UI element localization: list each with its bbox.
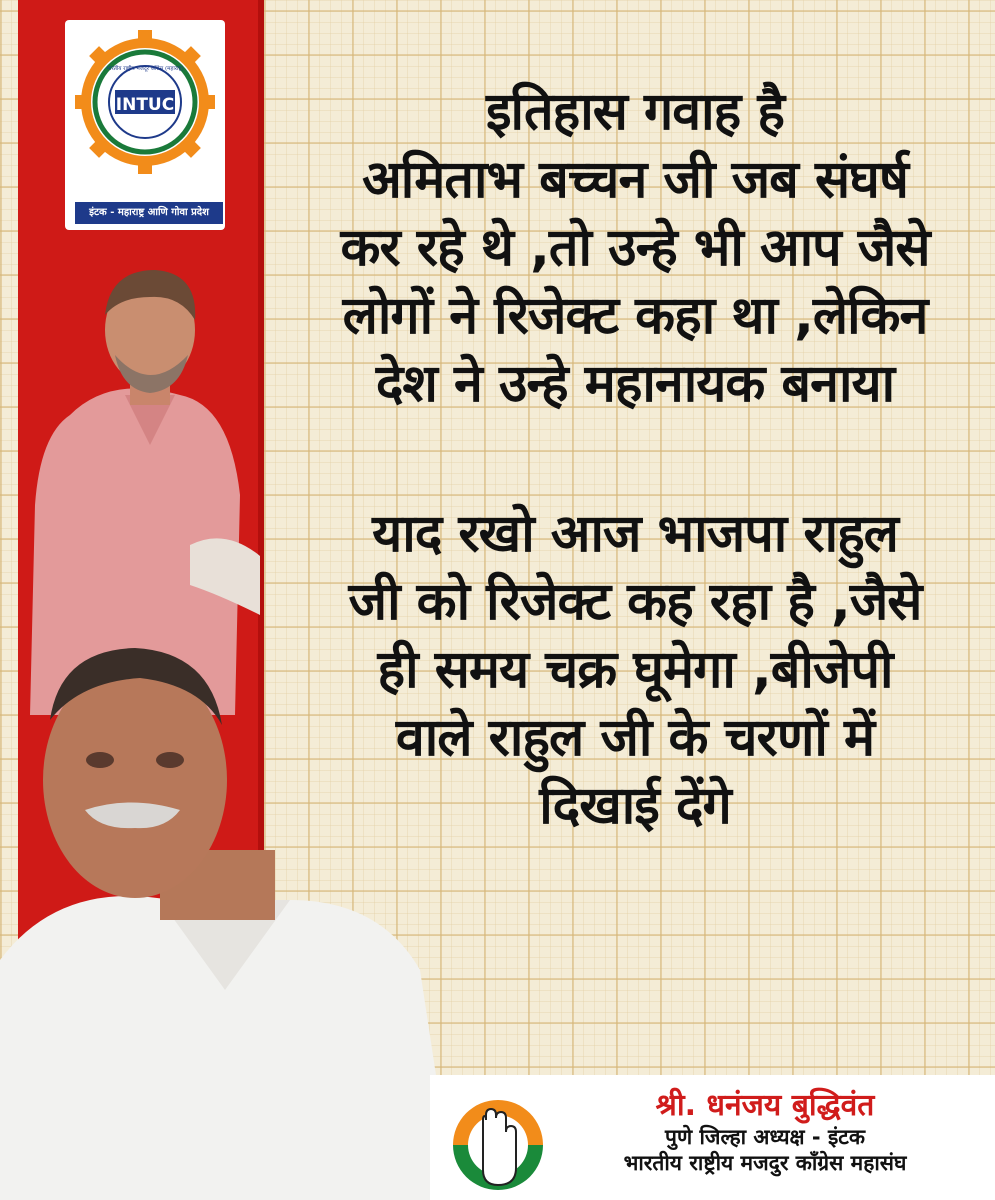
quote-line: याद रखो आज भाजपा राहुल	[372, 504, 898, 564]
quote-line: लोगों ने रिजेक्ट कहा था ,लेकिन	[342, 286, 928, 346]
intuc-logo-card	[65, 20, 225, 230]
quote-line: इतिहास गवाह है	[486, 82, 784, 142]
intuc-caption: इंटक - महाराष्ट्र आणि गोवा प्रदेश	[75, 202, 223, 224]
quote-line: ही समय चक्र घूमेगा ,बीजेपी	[377, 640, 893, 700]
quote-line: वाले राहुल जी के चरणों में	[395, 708, 875, 768]
congress-hand-logo	[448, 1090, 548, 1200]
quote-line: दिखाई देंगे	[539, 776, 731, 836]
quote-line: कर रहे थे ,तो उन्हे भी आप जैसे	[340, 218, 930, 278]
quote-line: जी को रिजेक्ट कह रहा है ,जैसे	[348, 572, 922, 632]
quote-line: देश ने उन्हे महानायक बनाया	[375, 354, 895, 414]
signatory-organization: भारतीय राष्ट्रीय मजदुर कॉंग्रेस महासंघ	[623, 1151, 907, 1175]
intuc-ring-text: भारतीय राष्ट्रीय मजदूर काँग्रेस (महाराष्ट्र)	[106, 66, 184, 72]
signature-block	[555, 1088, 975, 1176]
quote-text-block	[290, 78, 980, 840]
quote-line: अमिताभ बच्चन जी जब संघर्ष	[362, 150, 908, 210]
signatory-name: श्री. धनंजय बुद्धिवंत	[655, 1088, 875, 1123]
intuc-acronym: INTUC	[115, 95, 175, 115]
intuc-gear-logo	[75, 30, 215, 180]
signatory-role: पुणे जिल्हा अध्यक्ष - इंटक	[665, 1125, 865, 1149]
